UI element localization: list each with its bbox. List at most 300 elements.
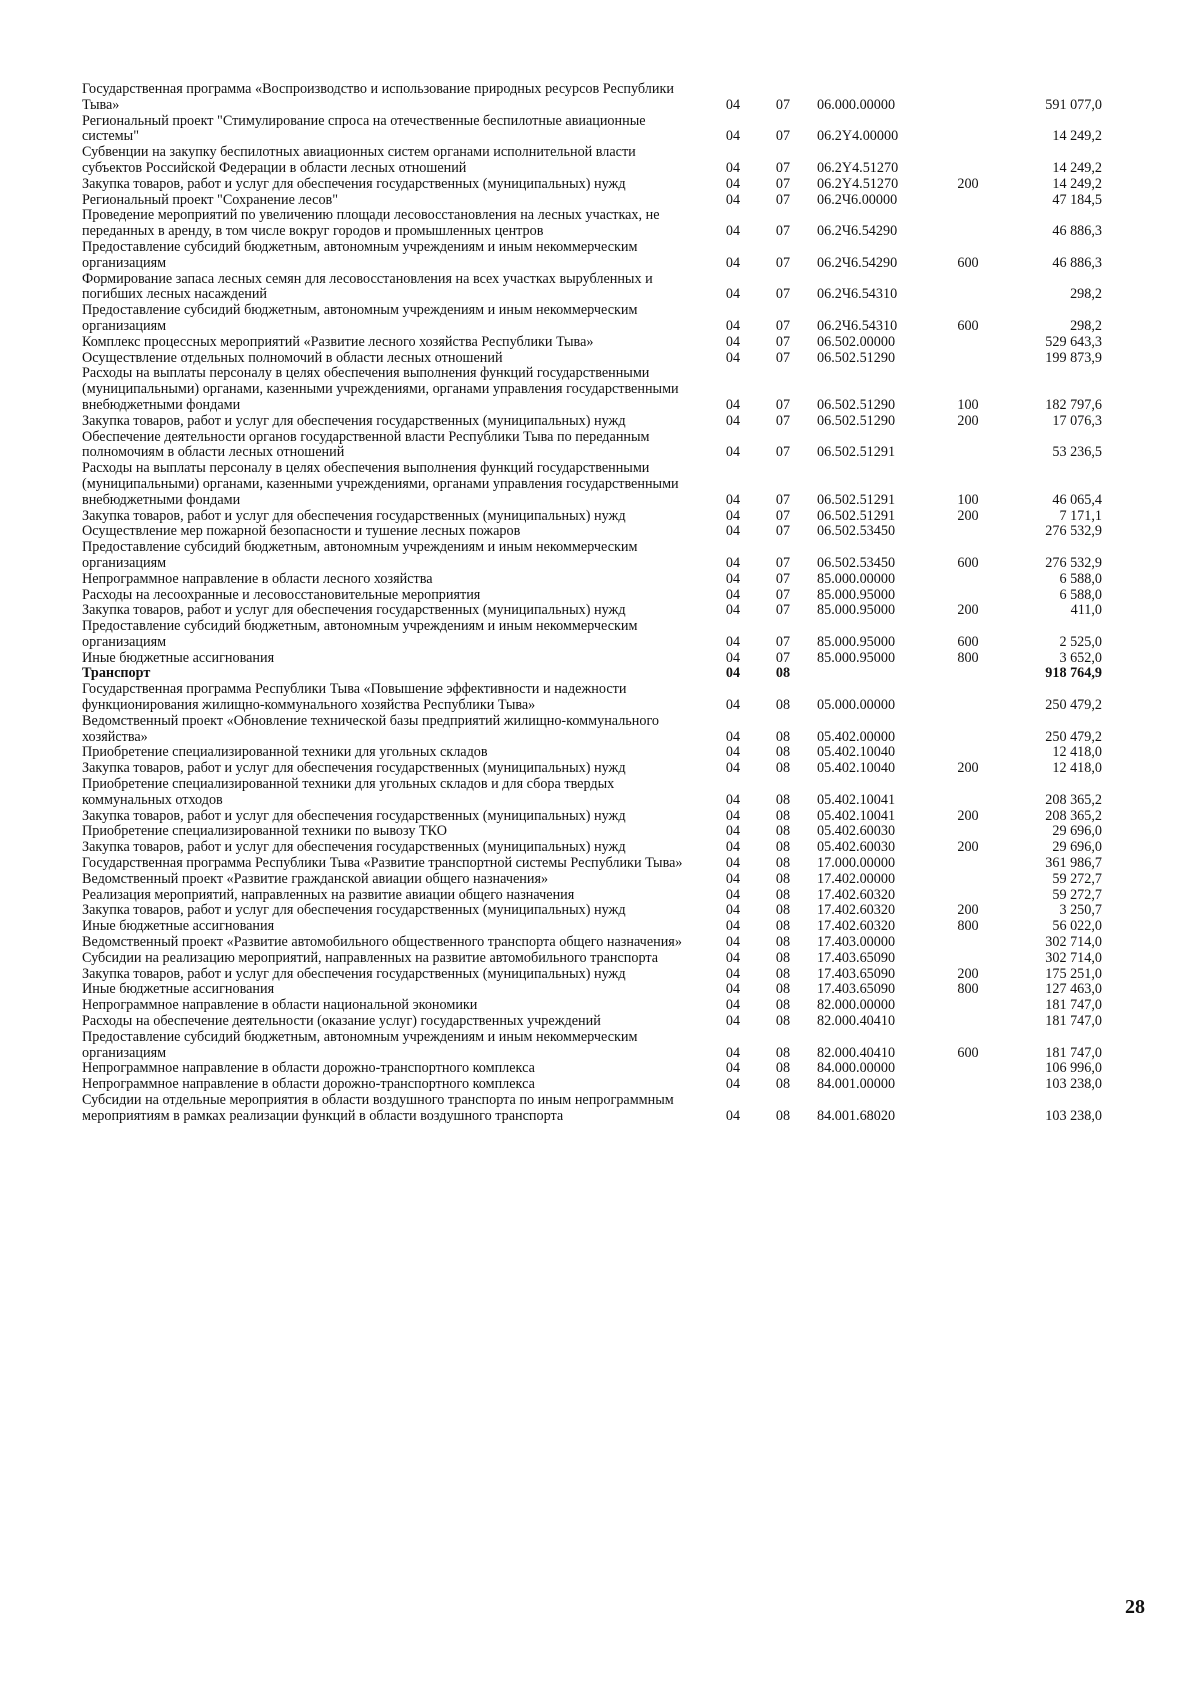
row-subsection: 08	[775, 934, 791, 951]
table-row	[82, 461, 1122, 508]
row-amount: 29 696,0	[1052, 823, 1102, 840]
row-name: Непрограммное направление в области дорожно-транспортного комплекса	[82, 1060, 535, 1077]
row-amount: 199 873,9	[1045, 349, 1102, 366]
table-row	[82, 651, 1122, 667]
row-name: Осуществление мер пожарной безопасности и тушение лесных пожаров	[82, 523, 521, 540]
row-expense-type	[935, 998, 1001, 1014]
row-section: 04	[725, 223, 741, 240]
row-subsection: 08	[775, 1013, 791, 1030]
table-row	[82, 351, 1122, 367]
row-target-article: 06.2Ч6.54290	[817, 223, 898, 240]
table-row	[82, 572, 1122, 588]
row-amount: 250 479,2	[1045, 728, 1102, 745]
row-expense-type: 200	[957, 902, 979, 919]
table-row	[82, 872, 1122, 888]
row-target-article: 84.000.00000	[817, 1060, 896, 1077]
row-section: 04	[725, 949, 741, 966]
row-section: 04	[725, 554, 741, 571]
row-section: 04	[725, 697, 741, 714]
row-section: 04	[725, 1060, 741, 1077]
table-row	[82, 114, 1122, 146]
row-amount: 6 588,0	[1059, 586, 1102, 603]
row-expense-type	[935, 872, 1001, 888]
row-subsection: 07	[775, 223, 791, 240]
table-row	[82, 809, 1122, 825]
row-amount: 59 272,7	[1052, 870, 1102, 887]
row-name: Закупка товаров, работ и услуг для обеспечения государственных (муниципальных) нужд	[82, 965, 626, 982]
row-target-article: 06.502.51290	[817, 349, 896, 366]
row-subsection: 07	[775, 586, 791, 603]
row-section: 04	[725, 523, 741, 540]
row-section: 04	[725, 918, 741, 935]
row-target-article: 06.2Y4.51270	[817, 159, 899, 176]
row-subsection: 08	[775, 902, 791, 919]
row-section: 04	[725, 760, 741, 777]
table-row	[82, 303, 1122, 335]
table-row	[82, 840, 1122, 856]
row-target-article: 17.000.00000	[817, 855, 896, 872]
row-expense-type	[935, 272, 1001, 304]
row-target-article: 06.502.53450	[817, 523, 896, 540]
row-target-article: 05.000.00000	[817, 697, 896, 714]
row-expense-type	[935, 1077, 1001, 1093]
row-name: Приобретение специализированной техники для угольных складов	[82, 744, 488, 761]
row-expense-type	[935, 714, 1001, 746]
row-target-article: 85.000.95000	[817, 633, 896, 650]
row-name: Субсидии на отдельные мероприятия в области воздушного транспорта по иным непрограммным мероприятиям в рамках реализации функций в области воздушного транспорта	[82, 1092, 674, 1124]
row-expense-type	[935, 114, 1001, 146]
row-name: Ведомственный проект «Развитие гражданской авиации общего назначения»	[82, 870, 549, 887]
row-subsection: 08	[775, 965, 791, 982]
table-row	[82, 366, 1122, 413]
row-subsection: 08	[775, 981, 791, 998]
row-target-article: 06.502.51291	[817, 444, 896, 461]
row-subsection: 07	[775, 396, 791, 413]
row-name: Комплекс процессных мероприятий «Развитие лесного хозяйства Республики Тыва»	[82, 333, 594, 350]
row-target-article: 06.2Y4.00000	[817, 128, 899, 145]
row-section: 04	[725, 839, 741, 856]
row-name: Иные бюджетные ассигнования	[82, 918, 275, 935]
row-section: 04	[725, 175, 741, 192]
row-name: Непрограммное направление в области дорожно-транспортного комплекса	[82, 1076, 535, 1093]
row-subsection: 08	[775, 807, 791, 824]
row-amount: 17 076,3	[1052, 412, 1102, 429]
row-expense-type	[935, 1093, 1001, 1125]
page-number: 28	[1125, 1596, 1145, 1618]
row-expense-type: 800	[957, 981, 979, 998]
row-subsection: 08	[775, 697, 791, 714]
row-expense-type	[935, 82, 1001, 114]
row-amount: 56 022,0	[1052, 918, 1102, 935]
row-target-article: 06.2Ч6.54290	[817, 254, 898, 271]
row-amount: 918 764,9	[1045, 665, 1102, 682]
row-name: Транспорт	[82, 665, 151, 682]
row-expense-type	[935, 666, 1001, 682]
row-amount: 302 714,0	[1045, 934, 1102, 951]
row-expense-type	[935, 777, 1001, 809]
table-row	[82, 272, 1122, 304]
row-subsection: 08	[775, 1107, 791, 1124]
table-row	[82, 524, 1122, 540]
budget-table-body	[82, 82, 1122, 1125]
table-row	[82, 1014, 1122, 1030]
table-row	[82, 666, 1122, 682]
row-target-article: 06.2Ч6.54310	[817, 286, 898, 303]
row-amount: 59 272,7	[1052, 886, 1102, 903]
row-section: 04	[725, 1044, 741, 1061]
row-section: 04	[725, 807, 741, 824]
row-section: 04	[725, 744, 741, 761]
row-name: Предоставление субсидий бюджетным, автономным учреждениям и иным некоммерческим организациям	[82, 238, 638, 271]
row-section: 04	[725, 1013, 741, 1030]
row-section: 04	[725, 491, 741, 508]
row-expense-type: 600	[957, 317, 979, 334]
row-section: 04	[725, 934, 741, 951]
row-section: 04	[725, 333, 741, 350]
row-amount: 2 525,0	[1059, 633, 1102, 650]
row-subsection: 08	[775, 1076, 791, 1093]
budget-table-page	[82, 82, 1122, 1125]
row-section: 04	[725, 602, 741, 619]
row-amount: 46 886,3	[1052, 223, 1102, 240]
row-expense-type	[935, 351, 1001, 367]
row-name: Государственная программа «Воспроизводство и использование природных ресурсов Республики Тыва»	[82, 81, 674, 113]
row-subsection: 08	[775, 918, 791, 935]
table-row	[82, 951, 1122, 967]
row-subsection: 08	[775, 728, 791, 745]
table-row	[82, 509, 1122, 525]
row-target-article: 84.001.00000	[817, 1076, 896, 1093]
row-name: Расходы на выплаты персоналу в целях обеспечения выполнения функций государственными (муниципальными) органами, казенными учреждениями, органами управления государственными внебюджетными фондами	[82, 460, 679, 508]
row-section: 04	[725, 159, 741, 176]
table-row	[82, 1030, 1122, 1062]
row-name: Реализация мероприятий, направленных на развитие авиации общего назначения	[82, 886, 575, 903]
row-name: Субсидии на реализацию мероприятий, направленных на развитие автомобильного транспорта	[82, 949, 659, 966]
budget-table	[82, 82, 1122, 1125]
row-name: Предоставление субсидий бюджетным, автономным учреждениям и иным некоммерческим организациям	[82, 302, 638, 334]
row-amount: 302 714,0	[1045, 949, 1102, 966]
row-subsection: 07	[775, 554, 791, 571]
row-target-article: 05.402.10040	[817, 744, 896, 761]
row-amount: 12 418,0	[1052, 760, 1102, 777]
row-subsection: 07	[775, 649, 791, 666]
row-name: Региональный проект "Сохранение лесов"	[82, 191, 339, 208]
table-row	[82, 998, 1122, 1014]
row-expense-type	[935, 935, 1001, 951]
table-row	[82, 903, 1122, 919]
row-amount: 29 696,0	[1052, 839, 1102, 856]
row-subsection: 08	[775, 949, 791, 966]
table-row	[82, 714, 1122, 746]
table-row	[82, 430, 1122, 462]
row-name: Закупка товаров, работ и услуг для обеспечения государственных (муниципальных) нужд	[82, 807, 626, 824]
row-amount: 529 643,3	[1045, 333, 1102, 350]
row-expense-type: 200	[957, 412, 979, 429]
row-target-article: 06.000.00000	[817, 96, 896, 113]
row-section: 04	[725, 870, 741, 887]
row-section: 04	[725, 997, 741, 1014]
row-subsection: 07	[775, 333, 791, 350]
row-expense-type: 200	[957, 507, 979, 524]
table-row	[82, 824, 1122, 840]
row-subsection: 08	[775, 665, 791, 682]
row-expense-type	[935, 856, 1001, 872]
row-expense-type	[935, 145, 1001, 177]
row-amount: 14 249,2	[1052, 175, 1102, 192]
table-row	[82, 1061, 1122, 1077]
row-target-article: 05.402.10041	[817, 807, 896, 824]
row-target-article: 06.502.51290	[817, 412, 896, 429]
row-name: Субвенции на закупку беспилотных авиационных систем органами исполнительной власти субъектов Российской Федерации в области лесных отношений	[82, 144, 636, 176]
row-name: Государственная программа Республики Тыва «Развитие транспортной системы Республики Тыва»	[82, 855, 683, 872]
table-row	[82, 935, 1122, 951]
row-target-article: 17.403.00000	[817, 934, 896, 951]
row-amount: 106 996,0	[1045, 1060, 1102, 1077]
row-subsection: 08	[775, 1044, 791, 1061]
table-row	[82, 619, 1122, 651]
row-target-article: 05.402.60030	[817, 839, 896, 856]
row-section: 04	[725, 586, 741, 603]
row-name: Расходы на выплаты персоналу в целях обеспечения выполнения функций государственными (муниципальными) органами, казенными учреждениями, органами управления государственными внебюджетными фондами	[82, 365, 679, 413]
row-expense-type: 800	[957, 649, 979, 666]
row-name: Расходы на обеспечение деятельности (оказание услуг) государственных учреждений	[82, 1013, 601, 1030]
row-name: Закупка товаров, работ и услуг для обеспечения государственных (муниципальных) нужд	[82, 839, 626, 856]
row-section: 04	[725, 965, 741, 982]
table-row	[82, 540, 1122, 572]
row-name: Осуществление отдельных полномочий в области лесных отношений	[82, 349, 503, 366]
row-name: Предоставление субсидий бюджетным, автономным учреждениям и иным некоммерческим организациям	[82, 1028, 638, 1061]
row-name: Обеспечение деятельности органов государственной власти Республики Тыва по переданным полномочиям в области лесных отношений	[82, 428, 650, 461]
row-target-article	[807, 666, 935, 682]
table-row	[82, 745, 1122, 761]
row-expense-type: 600	[957, 633, 979, 650]
row-name: Закупка товаров, работ и услуг для обеспечения государственных (муниципальных) нужд	[82, 902, 626, 919]
row-amount: 250 479,2	[1045, 697, 1102, 714]
row-target-article: 06.502.53450	[817, 554, 896, 571]
row-subsection: 08	[775, 760, 791, 777]
row-subsection: 07	[775, 254, 791, 271]
row-target-article: 84.001.68020	[817, 1107, 896, 1124]
row-name: Формирование запаса лесных семян для лесовосстановления на всех участках вырубленных и погибших лесных насаждений	[82, 270, 653, 303]
row-amount: 298,2	[1070, 286, 1102, 303]
row-expense-type	[935, 524, 1001, 540]
row-expense-type: 200	[957, 760, 979, 777]
row-section: 04	[725, 1076, 741, 1093]
row-name: Закупка товаров, работ и услуг для обеспечения государственных (муниципальных) нужд	[82, 602, 626, 619]
row-subsection: 07	[775, 507, 791, 524]
row-name: Предоставление субсидий бюджетным, автономным учреждениям и иным некоммерческим организациям	[82, 618, 638, 650]
row-subsection: 07	[775, 159, 791, 176]
row-section: 04	[725, 349, 741, 366]
table-row	[82, 588, 1122, 604]
row-target-article: 82.000.40410	[817, 1044, 896, 1061]
table-row	[82, 682, 1122, 714]
row-section: 04	[725, 728, 741, 745]
row-subsection: 08	[775, 886, 791, 903]
row-subsection: 07	[775, 317, 791, 334]
row-target-article: 05.402.00000	[817, 728, 896, 745]
row-expense-type: 600	[957, 254, 979, 271]
row-expense-type	[935, 430, 1001, 462]
row-section: 04	[725, 823, 741, 840]
row-subsection: 07	[775, 633, 791, 650]
table-row	[82, 193, 1122, 209]
row-expense-type: 200	[957, 175, 979, 192]
row-amount: 361 986,7	[1045, 855, 1102, 872]
row-amount: 181 747,0	[1045, 1044, 1102, 1061]
row-amount: 47 184,5	[1052, 191, 1102, 208]
table-row	[82, 177, 1122, 193]
row-target-article: 06.2Y4.51270	[817, 175, 899, 192]
row-subsection: 07	[775, 444, 791, 461]
row-amount: 175 251,0	[1045, 965, 1102, 982]
row-amount: 103 238,0	[1045, 1076, 1102, 1093]
row-target-article: 17.402.60320	[817, 918, 896, 935]
row-subsection: 07	[775, 523, 791, 540]
row-subsection: 07	[775, 286, 791, 303]
table-row	[82, 856, 1122, 872]
row-amount: 208 365,2	[1045, 807, 1102, 824]
row-amount: 591 077,0	[1045, 96, 1102, 113]
row-subsection: 08	[775, 855, 791, 872]
row-target-article: 05.402.10041	[817, 791, 896, 808]
row-expense-type: 600	[957, 1044, 979, 1061]
table-row	[82, 240, 1122, 272]
row-section: 04	[725, 886, 741, 903]
row-target-article: 17.403.65090	[817, 949, 896, 966]
row-name: Закупка товаров, работ и услуг для обеспечения государственных (муниципальных) нужд	[82, 175, 626, 192]
row-section: 04	[725, 317, 741, 334]
row-expense-type: 200	[957, 965, 979, 982]
row-amount: 182 797,6	[1045, 396, 1102, 413]
row-section: 04	[725, 96, 741, 113]
row-expense-type	[935, 193, 1001, 209]
row-name: Непрограммное направление в области лесного хозяйства	[82, 570, 433, 587]
row-expense-type	[935, 824, 1001, 840]
row-name: Приобретение специализированной техники по вывозу ТКО	[82, 823, 447, 840]
row-amount: 103 238,0	[1045, 1107, 1102, 1124]
row-amount: 53 236,5	[1052, 444, 1102, 461]
row-target-article: 06.502.51291	[817, 507, 896, 524]
row-expense-type	[935, 572, 1001, 588]
row-amount: 298,2	[1070, 317, 1102, 334]
row-subsection: 08	[775, 744, 791, 761]
table-row	[82, 1077, 1122, 1093]
row-target-article: 17.402.60320	[817, 902, 896, 919]
row-section: 04	[725, 649, 741, 666]
row-expense-type	[935, 745, 1001, 761]
row-amount: 411,0	[1070, 602, 1102, 619]
row-name: Государственная программа Республики Тыва «Повышение эффективности и надежности функционирования жилищно-коммунального хозяйства Республики Тыва»	[82, 681, 627, 714]
row-section: 04	[725, 507, 741, 524]
row-target-article: 06.502.00000	[817, 333, 896, 350]
table-row	[82, 603, 1122, 619]
row-name: Закупка товаров, работ и услуг для обеспечения государственных (муниципальных) нужд	[82, 507, 626, 524]
row-target-article: 85.000.95000	[817, 586, 896, 603]
row-subsection: 07	[775, 412, 791, 429]
row-subsection: 07	[775, 96, 791, 113]
row-subsection: 07	[775, 349, 791, 366]
row-expense-type	[935, 951, 1001, 967]
row-subsection: 08	[775, 791, 791, 808]
row-name: Ведомственный проект «Развитие автомобильного общественного транспорта общего назначения»	[82, 934, 682, 951]
row-amount: 208 365,2	[1045, 791, 1102, 808]
row-name: Ведомственный проект «Обновление технической базы предприятий жилищно-коммунального хозяйства»	[82, 712, 660, 745]
row-expense-type: 800	[957, 918, 979, 935]
row-target-article: 85.000.00000	[817, 570, 896, 587]
row-subsection: 07	[775, 175, 791, 192]
row-section: 04	[725, 128, 741, 145]
row-expense-type	[935, 335, 1001, 351]
row-name: Региональный проект "Стимулирование спроса на отечественные беспилотные авиационные системы"	[82, 112, 646, 145]
row-amount: 3 652,0	[1059, 649, 1102, 666]
row-target-article: 06.502.51290	[817, 396, 896, 413]
row-section: 04	[725, 633, 741, 650]
row-target-article: 85.000.95000	[817, 602, 896, 619]
row-target-article: 06.2Ч6.00000	[817, 191, 898, 208]
row-name: Закупка товаров, работ и услуг для обеспечения государственных (муниципальных) нужд	[82, 760, 626, 777]
row-expense-type: 200	[957, 602, 979, 619]
row-name: Закупка товаров, работ и услуг для обеспечения государственных (муниципальных) нужд	[82, 412, 626, 429]
table-row	[82, 982, 1122, 998]
row-target-article: 85.000.95000	[817, 649, 896, 666]
table-row	[82, 414, 1122, 430]
row-expense-type	[935, 682, 1001, 714]
row-expense-type: 200	[957, 807, 979, 824]
table-row	[82, 145, 1122, 177]
row-name: Проведение мероприятий по увеличению площади лесовосстановления на лесных участках, не переданных в аренду, в том числе вокруг городов и промышленных центров	[82, 207, 660, 240]
row-expense-type: 200	[957, 839, 979, 856]
row-amount: 276 532,9	[1045, 523, 1102, 540]
row-expense-type	[935, 588, 1001, 604]
table-row	[82, 777, 1122, 809]
row-expense-type	[935, 208, 1001, 240]
row-section: 04	[725, 791, 741, 808]
row-amount: 3 250,7	[1059, 902, 1102, 919]
row-name: Приобретение специализированной техники для угольных складов и для сбора твердых коммунальных отходов	[82, 776, 615, 808]
row-amount: 12 418,0	[1052, 744, 1102, 761]
row-target-article: 05.402.10040	[817, 760, 896, 777]
row-target-article: 17.402.00000	[817, 870, 896, 887]
row-amount: 6 588,0	[1059, 570, 1102, 587]
row-subsection: 07	[775, 191, 791, 208]
row-name: Иные бюджетные ассигнования	[82, 649, 275, 666]
row-expense-type: 100	[957, 396, 979, 413]
row-amount: 181 747,0	[1045, 1013, 1102, 1030]
row-subsection: 07	[775, 491, 791, 508]
row-target-article: 82.000.40410	[817, 1013, 896, 1030]
row-section: 04	[725, 396, 741, 413]
row-subsection: 07	[775, 602, 791, 619]
row-target-article: 17.403.65090	[817, 981, 896, 998]
row-subsection: 08	[775, 870, 791, 887]
row-section: 04	[725, 570, 741, 587]
row-section: 04	[725, 286, 741, 303]
row-subsection: 08	[775, 823, 791, 840]
row-amount: 14 249,2	[1052, 128, 1102, 145]
row-section: 04	[725, 191, 741, 208]
row-target-article: 82.000.00000	[817, 997, 896, 1014]
row-section: 04	[725, 254, 741, 271]
row-name: Расходы на лесоохранные и лесовосстановительные мероприятия	[82, 586, 481, 603]
row-expense-type: 100	[957, 491, 979, 508]
table-row	[82, 761, 1122, 777]
row-target-article: 17.403.65090	[817, 965, 896, 982]
row-amount: 14 249,2	[1052, 159, 1102, 176]
row-target-article: 06.502.51291	[817, 491, 896, 508]
row-target-article: 06.2Ч6.54310	[817, 317, 898, 334]
row-subsection: 07	[775, 128, 791, 145]
